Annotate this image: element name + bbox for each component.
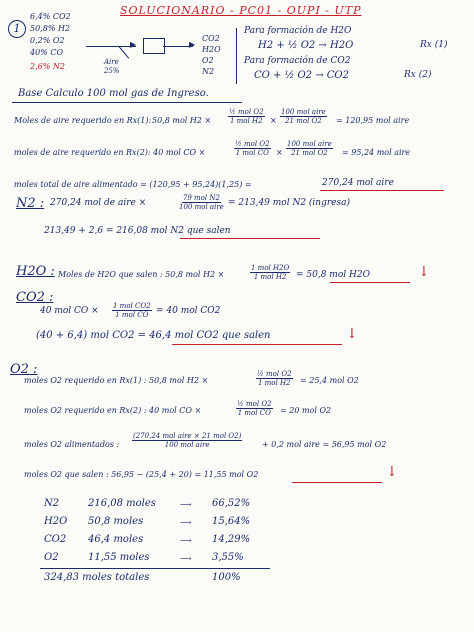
h2o-line-1b: = 50,8 mol H2O — [296, 270, 370, 280]
air-rx1-amount: 50,8 mol H2 × — [152, 116, 212, 125]
n2-line-1a: 270,24 mol de aire × — [50, 198, 147, 208]
fraction-numerator: 100 mol aire — [281, 108, 326, 116]
reaction-2-equation: CO + ½ O2 → CO2 — [254, 70, 349, 81]
times-sign: × — [276, 148, 283, 157]
o2-line-4: moles O2 que salen : 56,95 − (25,4 + 20) = 11,55 mol O2 — [24, 470, 259, 479]
air-arrow — [118, 46, 129, 59]
fraction-numerator: 1 mol CO2 — [113, 302, 151, 310]
air-rx2-fraction-1 — [234, 140, 271, 157]
fraction-numerator: 79 mol N2 — [182, 194, 220, 202]
product-item: CO2 — [202, 34, 220, 43]
air-excess: 25% — [104, 67, 120, 75]
o2-line-1b: = 25,4 mol O2 — [300, 376, 359, 385]
fraction-numerator: 1 mol H2O — [251, 264, 290, 272]
n2-line-1b: = 213,49 mol N2 (ingresa) — [228, 198, 350, 208]
air-rx1-label: Moles de aire requerido en Rx(1): — [14, 116, 152, 125]
fraction-numerator: ½ mol O2 — [235, 140, 270, 148]
h2o-header: H2O : — [16, 264, 55, 279]
o2-fraction-1 — [256, 370, 293, 387]
reaction-1-tag: Rx (1) — [420, 40, 448, 50]
air-rx1-fraction-1 — [228, 108, 265, 125]
fraction-denominator: 1 mol CO — [115, 311, 149, 319]
arrow-icon: ⟶ — [180, 554, 192, 563]
feed-item: 0,2% O2 — [30, 36, 65, 45]
fraction-numerator: (270,24 mol aire × 21 mol O2) — [133, 432, 242, 440]
problem-number: 1 — [8, 20, 26, 38]
reaction-1-equation: H2 + ½ O2 → H2O — [258, 40, 354, 51]
o2-underline — [292, 482, 382, 483]
fraction-denominator: 1 mol H2 — [229, 117, 263, 125]
summary-pct: 14,29% — [212, 534, 251, 545]
n2-fraction — [178, 194, 225, 211]
summary-total-line — [40, 568, 270, 569]
summary-comp: CO2 — [44, 534, 67, 545]
air-rx2-result: = 95,24 mol aire — [342, 148, 411, 157]
feed-item: 40% CO — [30, 48, 64, 57]
fraction-denominator: 100 mol aire — [164, 441, 210, 449]
arrow-icon: ⟶ — [180, 500, 192, 509]
summary-moles: 50,8 moles — [88, 516, 144, 527]
fraction-denominator: 1 mol CO — [235, 149, 269, 157]
summary-pct: 15,64% — [212, 516, 251, 527]
air-label: Aire — [104, 58, 119, 66]
fraction-numerator: ½ mol O2 — [257, 370, 292, 378]
n2-underline — [180, 238, 320, 239]
summary-moles: 216,08 moles — [88, 498, 156, 509]
co2-line-1b: = 40 mol CO2 — [156, 306, 221, 316]
o2-fraction-3 — [132, 432, 242, 449]
o2-line-3a: moles O2 alimentados : — [24, 440, 120, 449]
reaction-2-tag: Rx (2) — [404, 70, 432, 80]
down-arrow-icon: ↓ — [386, 464, 398, 480]
air-rx2-label: moles de aire requerido en Rx(2): 40 mol CO × — [14, 148, 206, 157]
product-item: H2O — [202, 45, 221, 54]
air-total-label: moles total de aire alimentado = (120,95 + 95,24)(1,25) = — [14, 180, 252, 189]
product-item: N2 — [202, 67, 215, 76]
o2-line-2b: = 20 mol O2 — [280, 406, 332, 415]
reaction-2-label: Para formación de CO2 — [244, 56, 351, 66]
feed-item: 6,4% CO2 — [30, 12, 71, 21]
air-rx2-fraction-2 — [286, 140, 333, 157]
times-sign: × — [270, 116, 277, 125]
co2-line-1a: 40 mol CO × — [40, 306, 99, 316]
reactor-box — [143, 38, 165, 54]
h2o-line-1a: Moles de H2O que salen : 50,8 mol H2 × — [58, 270, 225, 279]
o2-line-2a: moles O2 requerido en Rx(2) : 40 mol CO × — [24, 406, 202, 415]
fraction-denominator: 1 mol H2 — [257, 379, 291, 387]
arrow-head-icon: ▶ — [130, 40, 137, 49]
h2o-fraction — [250, 264, 290, 281]
summary-moles: 11,55 moles — [88, 552, 150, 563]
air-rx1-fraction-2 — [280, 108, 327, 125]
summary-total-moles: 324,83 moles totales — [44, 572, 150, 583]
air-total-underline — [320, 190, 444, 191]
arrow-icon: ⟶ — [180, 518, 192, 527]
co2-fraction — [112, 302, 152, 319]
air-total-result: 270,24 mol aire — [322, 178, 394, 188]
divider — [236, 28, 237, 84]
o2-line-1a: moles O2 requerido en Rx(1) : 50,8 mol H2 × — [24, 376, 209, 385]
h2o-underline — [330, 282, 410, 283]
summary-comp: O2 — [44, 552, 59, 563]
down-arrow-icon: ↓ — [418, 264, 430, 280]
fraction-numerator: ½ mol O2 — [229, 108, 264, 116]
o2-fraction-2 — [236, 400, 273, 417]
feed-item: 2,6% N2 — [30, 62, 65, 71]
co2-line-2: (40 + 6,4) mol CO2 = 46,4 mol CO2 que salen — [36, 330, 271, 341]
fraction-denominator: 21 mol O2 — [291, 149, 328, 157]
arrow-icon: ⟶ — [180, 536, 192, 545]
o2-header: O2 : — [10, 362, 38, 377]
fraction-denominator: 100 mol aire — [179, 203, 224, 211]
product-item: O2 — [202, 56, 214, 65]
down-arrow-icon: ↓ — [346, 326, 358, 342]
fraction-denominator: 21 mol O2 — [285, 117, 322, 125]
feed-item: 50,8% H2 — [30, 24, 71, 33]
co2-underline — [172, 344, 342, 345]
summary-moles: 46,4 moles — [88, 534, 144, 545]
reaction-1-label: Para formación de H2O — [244, 26, 352, 36]
summary-pct: 66,52% — [212, 498, 251, 509]
summary-comp: N2 — [44, 498, 60, 509]
summary-total-pct: 100% — [212, 572, 241, 583]
summary-comp: H2O — [44, 516, 68, 527]
page-title: SOLUCIONARIO - PC01 - OUPI - UTP — [120, 4, 362, 17]
fraction-numerator: 100 mol aire — [287, 140, 332, 148]
n2-line-2: 213,49 + 2,6 = 216,08 mol N2 que salen — [44, 226, 231, 236]
fraction-numerator: ½ mol O2 — [237, 400, 272, 408]
fraction-denominator: 1 mol CO — [237, 409, 271, 417]
summary-pct: 3,55% — [212, 552, 244, 563]
fraction-denominator: 1 mol H2 — [253, 273, 287, 281]
arrow-head-icon: ▶ — [189, 40, 196, 49]
basis-underline — [12, 102, 242, 103]
calculation-basis: Base Calculo 100 mol gas de Ingreso. — [18, 88, 209, 99]
feed-arrow — [86, 46, 136, 47]
n2-header: N2 : — [16, 196, 45, 211]
air-rx1-result: = 120,95 mol aire — [336, 116, 410, 125]
o2-line-3b: + 0,2 mol aire = 56,95 mol O2 — [262, 440, 387, 449]
co2-header: CO2 : — [16, 290, 54, 305]
